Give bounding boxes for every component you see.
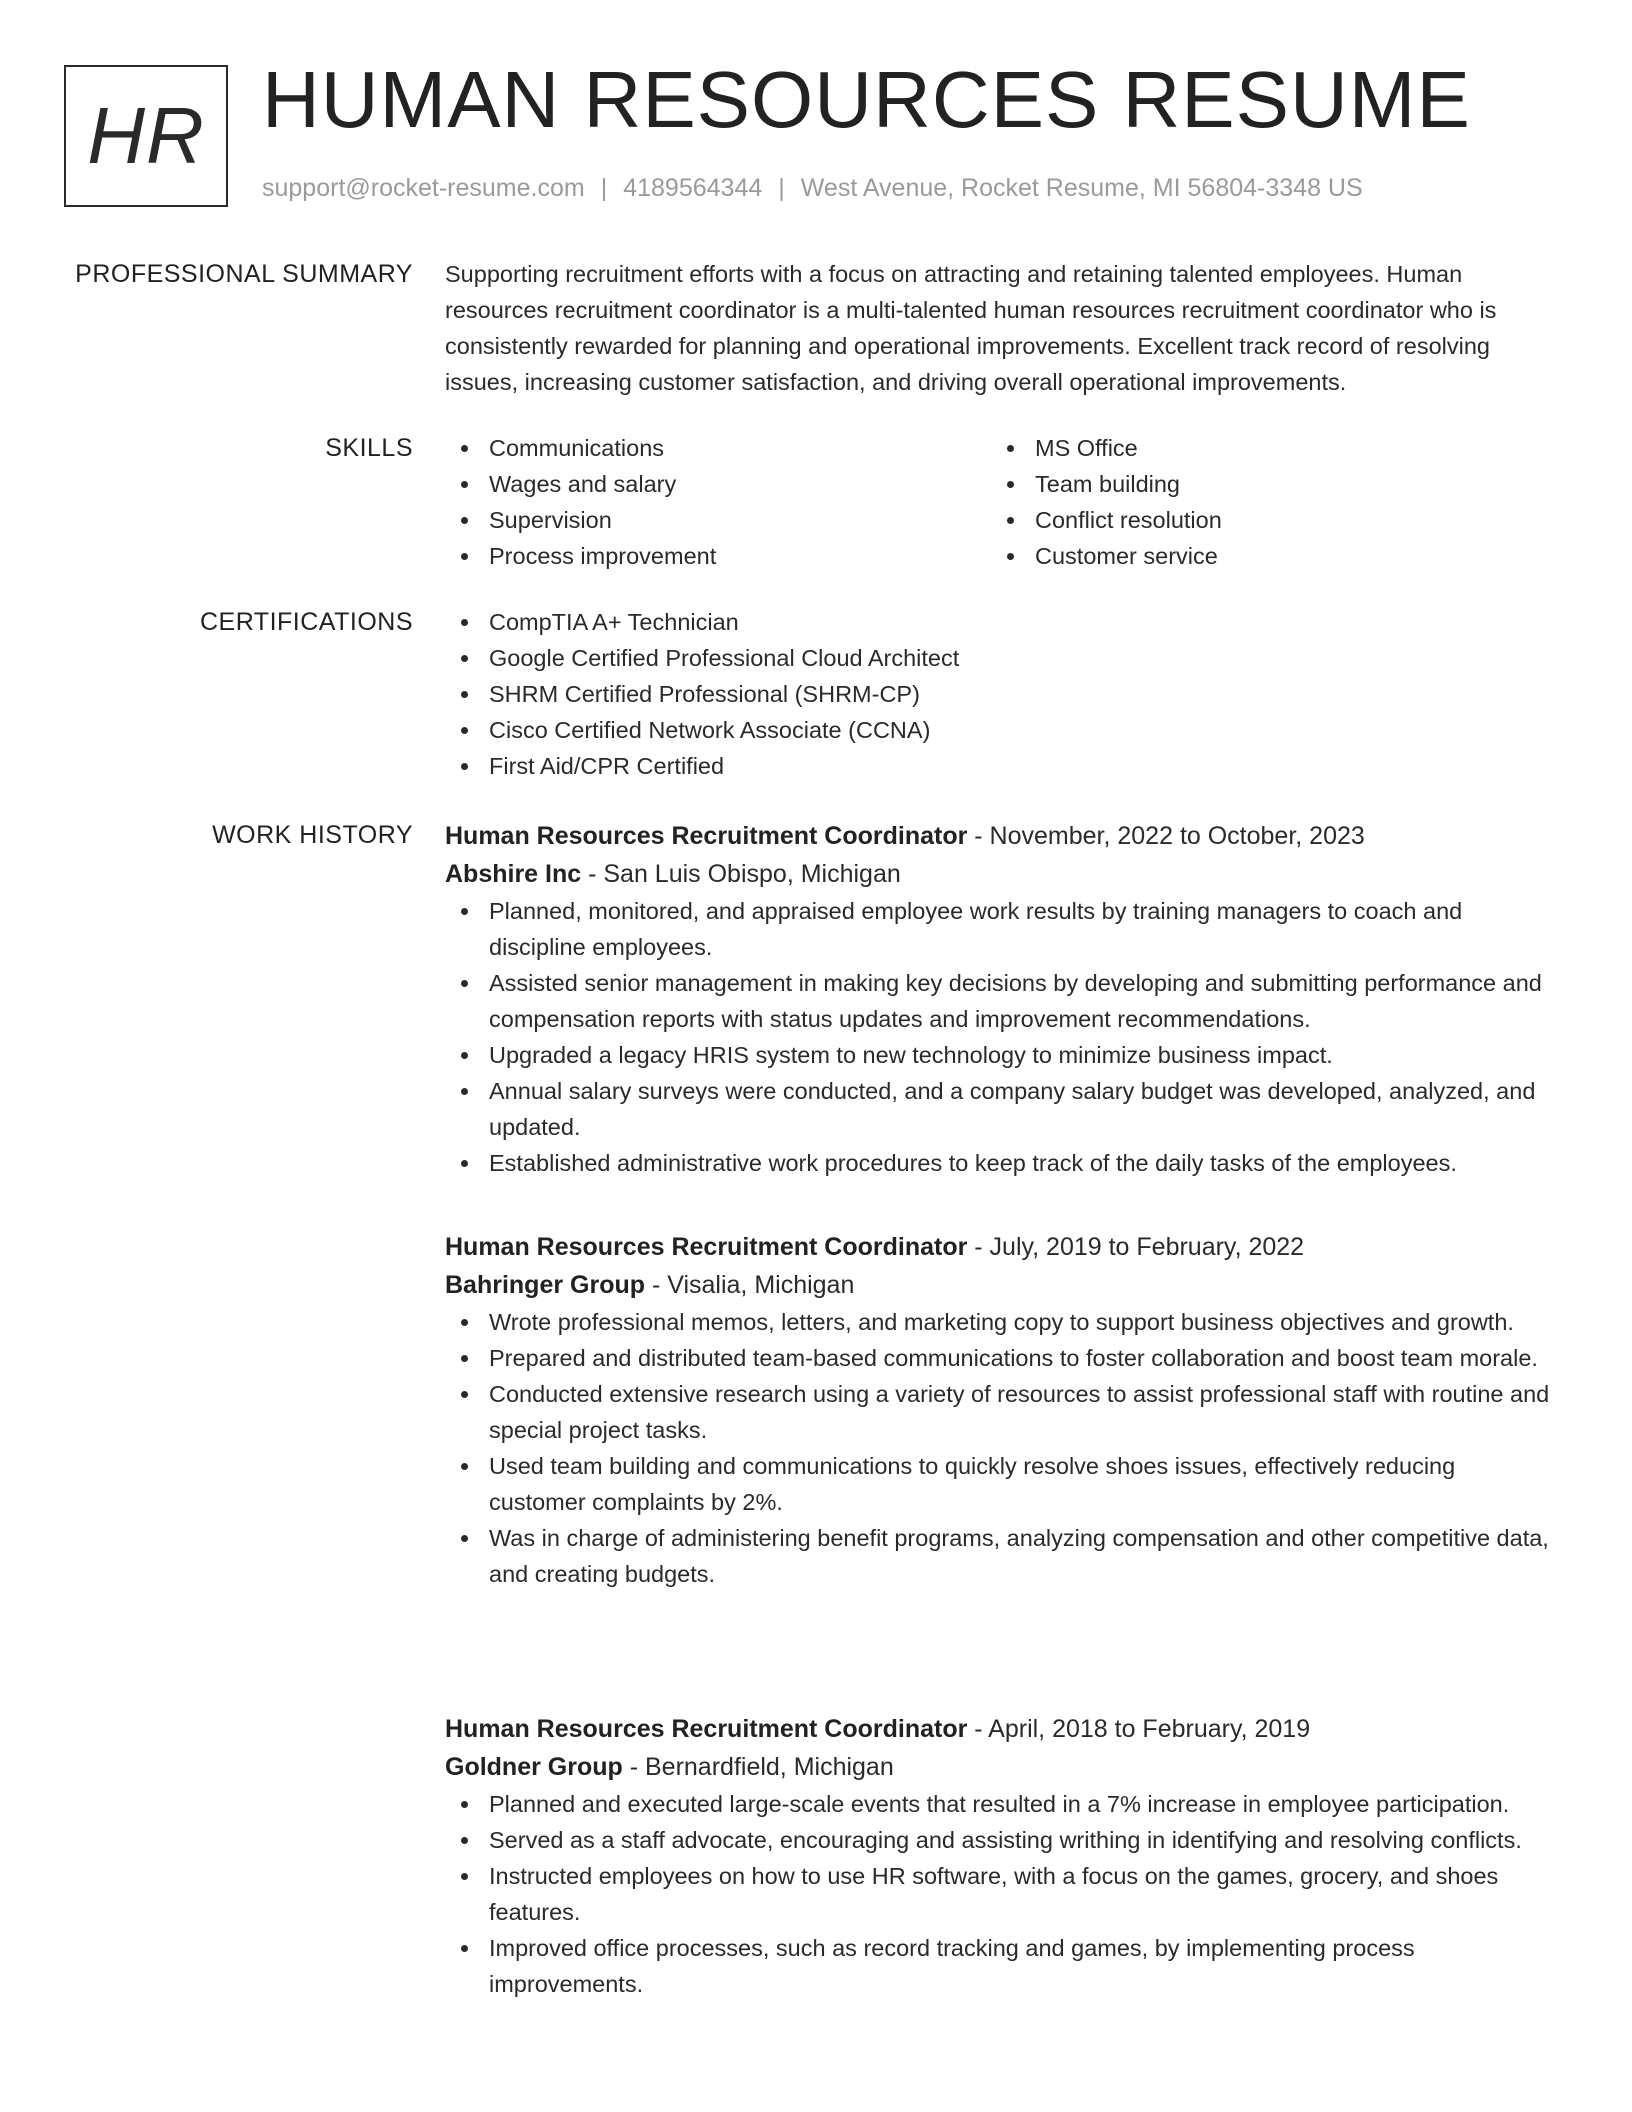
contact-line: [262, 174, 1363, 203]
contact-separator: |: [600, 174, 608, 202]
job-duty-item: Planned, monitored, and appraised employee work results by training managers to coach and discipline employees.: [445, 893, 1555, 965]
job-duty-item: Improved office processes, such as record tracking and games, by implementing process improvements.: [445, 1930, 1555, 2002]
skill-item: Supervision: [445, 502, 991, 538]
job-duty-item: Annual salary surveys were conducted, and a company salary budget was developed, analyzed, and updated.: [445, 1073, 1555, 1145]
contact-email: support@rocket-resume.com: [262, 174, 585, 202]
contact-separator: |: [778, 174, 785, 202]
job-location: - San Luis Obispo, Michigan: [581, 860, 901, 888]
job-company: Goldner Group: [445, 1753, 623, 1781]
certifications-label: CERTIFICATIONS: [199, 608, 413, 636]
certification-item: Google Certified Professional Cloud Architect: [445, 640, 1555, 676]
job-dates: - April, 2018 to February, 2019: [967, 1715, 1311, 1743]
job-duty-item: Conducted extensive research using a variety of resources to assist professional staff with routine and special project tasks.: [445, 1376, 1555, 1448]
job-duty-item: Established administrative work procedures to keep track of the daily tasks of the employees.: [445, 1145, 1555, 1181]
job-dates: - November, 2022 to October, 2023: [967, 822, 1365, 850]
job-company-line: [445, 1748, 1555, 1786]
skill-item: Wages and salary: [445, 466, 991, 502]
certification-item: First Aid/CPR Certified: [445, 748, 1555, 784]
contact-address: West Avenue, Rocket Resume, MI 56804-3348 US: [800, 174, 1363, 202]
certification-item: Cisco Certified Network Associate (CCNA): [445, 712, 1555, 748]
job-duty-item: Instructed employees on how to use HR software, with a focus on the games, grocery, and shoes features.: [445, 1858, 1555, 1930]
job-duty-item: Assisted senior management in making key decisions by developing and submitting performance and compensation reports with status updates and improvement recommendations.: [445, 965, 1555, 1037]
job-title-line: [445, 1228, 1555, 1266]
job-entry: [445, 1228, 1555, 1592]
job-entry: [445, 817, 1555, 1181]
skill-item: Process improvement: [445, 538, 991, 574]
job-title: Human Resources Recruitment Coordinator: [445, 1233, 968, 1261]
job-duties: [445, 893, 1555, 1181]
job-title: Human Resources Recruitment Coordinator: [445, 1715, 968, 1743]
job-company-line: [445, 855, 1555, 893]
certification-item: SHRM Certified Professional (SHRM-CP): [445, 676, 1555, 712]
skill-item: MS Office: [991, 430, 1491, 466]
work-history-label: WORK HISTORY: [212, 821, 413, 849]
skills-label: SKILLS: [325, 434, 413, 462]
job-entry: [445, 1710, 1555, 2002]
skills-column-2: [991, 430, 1491, 574]
job-duties: [445, 1786, 1555, 2002]
contact-phone: 4189564344: [623, 174, 763, 202]
job-dates: - July, 2019 to February, 2022: [967, 1233, 1305, 1261]
job-duty-item: Planned and executed large-scale events that resulted in a 7% increase in employee participation.: [445, 1786, 1555, 1822]
job-location: - Visalia, Michigan: [645, 1271, 855, 1299]
summary-text: Supporting recruitment efforts with a focus on attracting and retaining talented employees. Human resources recruitment coordinator is a multi-talented human resources recruitment coordinator who is consistently rewarded for planning and operational improvements. Excellent track record of resolving issues, increasing customer satisfaction, and driving overall operational improvements.: [445, 261, 1497, 395]
job-title-line: [445, 817, 1555, 855]
job-duty-item: Prepared and distributed team-based communications to foster collaboration and boost team morale.: [445, 1340, 1555, 1376]
job-duty-item: Used team building and communications to quickly resolve shoes issues, effectively reducing customer complaints by 2%.: [445, 1448, 1555, 1520]
monogram-box: [64, 65, 228, 207]
job-duty-item: Wrote professional memos, letters, and marketing copy to support business objectives and growth.: [445, 1304, 1555, 1340]
job-duty-item: Upgraded a legacy HRIS system to new technology to minimize business impact.: [445, 1037, 1555, 1073]
job-location: - Bernardfield, Michigan: [622, 1753, 894, 1781]
resume-title: HUMAN RESOURCES RESUME: [262, 55, 1471, 144]
job-company: Abshire Inc: [445, 860, 582, 888]
skill-item: Communications: [445, 430, 991, 466]
skill-item: Customer service: [991, 538, 1491, 574]
certification-item: CompTIA A+ Technician: [445, 604, 1555, 640]
job-duty-item: Was in charge of administering benefit programs, analyzing compensation and other competitive data, and creating budgets.: [445, 1520, 1555, 1592]
job-title-line: [445, 1710, 1555, 1748]
job-duty-item: Served as a staff advocate, encouraging and assisting writhing in identifying and resolving conflicts.: [445, 1822, 1555, 1858]
monogram-text: HR: [87, 91, 205, 180]
job-title: Human Resources Recruitment Coordinator: [445, 822, 968, 850]
skills-list: [445, 430, 1555, 574]
certifications-list: [445, 604, 1555, 784]
summary-label: PROFESSIONAL SUMMARY: [75, 260, 413, 288]
skill-item: Team building: [991, 466, 1491, 502]
skill-item: Conflict resolution: [991, 502, 1491, 538]
skills-column-1: [445, 430, 991, 574]
job-duties: [445, 1304, 1555, 1592]
job-company-line: [445, 1266, 1555, 1304]
job-company: Bahringer Group: [445, 1271, 646, 1299]
